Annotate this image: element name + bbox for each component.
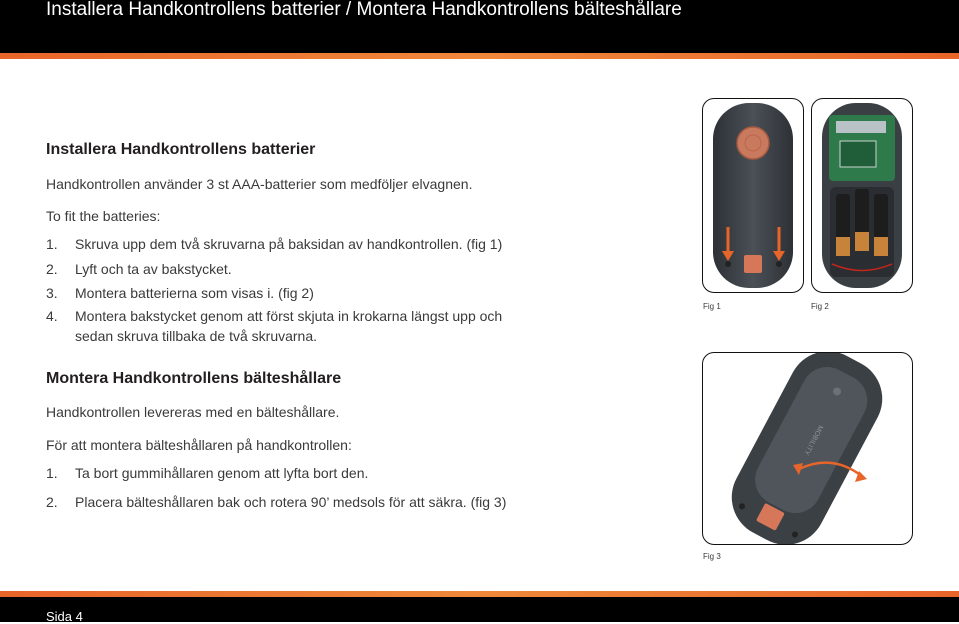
section2-intro: Handkontrollen levereras med en bälteshållare. [46,404,340,420]
list-item: 4. Montera bakstycket genom att först skjuta in krokarna längst upp och sedan skruva tillbaka de två skruvarna. [46,308,503,344]
fig3-belt-clip [702,352,913,545]
list-item: 3. Montera batterierna som visas i. (fig 2) [46,285,314,301]
section1-intro: Handkontrollen använder 3 st AAA-batterier som medföljer elvagnen. [46,176,473,192]
section1-lead: To fit the batteries: [46,208,161,224]
fig3-caption: Fig 3 [703,552,721,561]
header-accent-rule [0,53,959,59]
section2-lead: För att montera bälteshållaren på handkontrollen: [46,437,352,453]
list-item: 1. Skruva upp dem två skruvarna på baksidan av handkontrollen. (fig 1) [46,236,503,252]
list-item: 2. Lyft och ta av bakstycket. [46,261,232,277]
list-item: 1. Ta bort gummihållaren genom att lyfta bort den. [46,465,369,481]
list-item-continuation: sedan skruva tillbaka de två skruvarna. [75,328,318,344]
clip-brand-label: MOBILITY [802,423,824,456]
section1-heading: Installera Handkontrollens batterier [46,141,316,158]
footer-bar [0,597,959,622]
fig1-caption: Fig 1 [703,302,721,311]
fig2-caption: Fig 2 [811,302,829,311]
fig1-remote-back [702,98,804,293]
page-title: Installera Handkontrollens batterier / Montera Handkontrollens bälteshållare [46,0,682,20]
page-number: Sida 4 [46,609,83,624]
section2-heading: Montera Handkontrollens bälteshållare [46,370,342,387]
header-bar [0,0,959,53]
fig2-battery-compartment [811,98,913,293]
list-item: 2. Placera bälteshållaren bak och rotera 90’ medsols för att säkra. (fig 3) [46,494,507,510]
